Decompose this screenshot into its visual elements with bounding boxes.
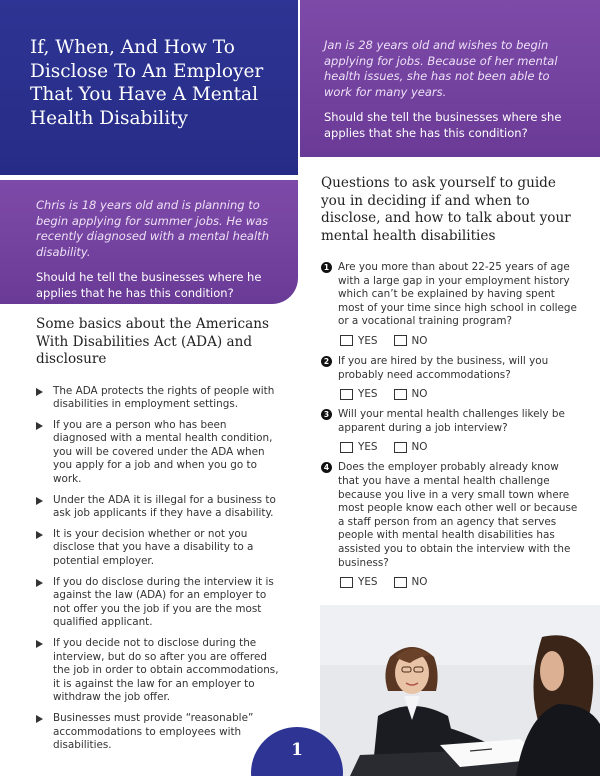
question-item xyxy=(321,461,583,588)
bullet-item xyxy=(36,419,281,487)
bullet-text: It is your decision whether or not you disclose that you have a disability to a potential employer. xyxy=(53,527,254,568)
bullet-item xyxy=(36,576,281,630)
question-number-badge: 2 xyxy=(321,356,332,367)
bullet-text: If you decide not to disclose during the interview, but do so after you are offered the job in order to obtain accommodations, it is against the law for an employer to withdraw the job offer. xyxy=(53,637,279,704)
ada-basics-heading: Some basics about the Americans With Disabilities Act (ADA) and disclosure xyxy=(36,316,269,367)
yes-checkbox[interactable] xyxy=(340,442,353,453)
question-item xyxy=(321,355,583,400)
arrow-bullet-icon xyxy=(36,422,43,430)
bullet-text: If you do disclose during the interview it is against the law (ADA) for an employer to not offer you the job if you are the most qualified applicant. xyxy=(53,575,274,629)
bullet-text: Under the ADA it is illegal for a business to ask job applicants if they have a disability. xyxy=(53,493,276,520)
no-option[interactable] xyxy=(394,441,428,453)
no-checkbox[interactable] xyxy=(394,335,407,346)
scenario-jan-panel xyxy=(300,0,600,157)
no-option[interactable] xyxy=(394,576,428,588)
yes-label: YES xyxy=(358,388,378,401)
bullet-item xyxy=(36,712,281,753)
ada-basics-list xyxy=(36,385,281,753)
yes-option[interactable] xyxy=(340,576,378,588)
answer-options xyxy=(340,335,583,347)
no-option[interactable] xyxy=(394,335,428,347)
page-title: If, When, And How To Disclose To An Employer That You Have A Mental Health Disability xyxy=(30,37,264,129)
bullet-item xyxy=(36,494,281,521)
scenario-chris-panel xyxy=(0,180,298,304)
self-questions-heading: Questions to ask yourself to guide you in deciding if and when to disclose, and how to talk about your mental health disabilities xyxy=(321,175,571,244)
yes-checkbox[interactable] xyxy=(340,335,353,346)
bullet-text: The ADA protects the rights of people with disabilities in employment settings. xyxy=(53,384,275,411)
question-number-badge: 3 xyxy=(321,409,332,420)
yes-label: YES xyxy=(358,441,378,454)
self-questions-section xyxy=(321,175,583,596)
scenario-jan-text: Jan is 28 years old and wishes to begin applying for jobs. Because of her mental health issues, she has not been able to work for many years. xyxy=(324,38,558,99)
yes-option[interactable] xyxy=(340,388,378,400)
answer-options xyxy=(340,441,583,453)
yes-option[interactable] xyxy=(340,335,378,347)
no-checkbox[interactable] xyxy=(394,577,407,588)
arrow-bullet-icon xyxy=(36,497,43,505)
arrow-bullet-icon xyxy=(36,579,43,587)
no-label: NO xyxy=(411,441,428,454)
no-label: NO xyxy=(411,334,428,347)
question-item xyxy=(321,261,583,347)
scenario-chris-question: Should he tell the businesses where he applies that he has this condition? xyxy=(36,270,262,300)
question-text: Does the employer probably already know that you have a mental health challenge because you live in a very small town where most people know each other well or because a staff person from an agency that serves people with mental health disabilities has assisted you to obtain the interview with the business? xyxy=(338,461,578,569)
ada-basics-section xyxy=(36,316,281,760)
bullet-item xyxy=(36,528,281,569)
question-text: Are you more than about 22-25 years of age with a large gap in your employment history which can’t be explained by having spent most of your time since high school in college or a vocational training program? xyxy=(338,261,577,328)
question-item xyxy=(321,408,583,453)
arrow-bullet-icon xyxy=(36,531,43,539)
bullet-item xyxy=(36,385,281,412)
scenario-jan-question: Should she tell the businesses where she applies that she has this condition? xyxy=(324,110,562,140)
answer-options xyxy=(340,576,583,588)
title-panel xyxy=(0,0,298,175)
no-label: NO xyxy=(411,576,428,589)
no-label: NO xyxy=(411,388,428,401)
scenario-chris-text: Chris is 18 years old and is planning to begin applying for summer jobs. He was recently diagnosed with a mental health disability. xyxy=(36,198,269,259)
question-number-badge: 4 xyxy=(321,462,332,473)
yes-checkbox[interactable] xyxy=(340,389,353,400)
no-checkbox[interactable] xyxy=(394,442,407,453)
yes-checkbox[interactable] xyxy=(340,577,353,588)
no-checkbox[interactable] xyxy=(394,389,407,400)
question-text: Will your mental health challenges likely be apparent during a job interview? xyxy=(338,408,565,434)
arrow-bullet-icon xyxy=(36,715,43,723)
answer-options xyxy=(340,388,583,400)
no-option[interactable] xyxy=(394,388,428,400)
bullet-item xyxy=(36,637,281,705)
question-text: If you are hired by the business, will you probably need accommodations? xyxy=(338,354,549,381)
question-number-badge: 1 xyxy=(321,262,332,273)
bullet-text: Businesses must provide “reasonable” accommodations to employees with disabilities. xyxy=(53,711,254,752)
yes-option[interactable] xyxy=(340,441,378,453)
yes-label: YES xyxy=(358,334,378,347)
arrow-bullet-icon xyxy=(36,640,43,648)
page-number: 1 xyxy=(291,740,303,760)
interview-illustration xyxy=(320,605,600,776)
interview-photo xyxy=(320,605,600,776)
yes-label: YES xyxy=(358,576,378,589)
bullet-text: If you are a person who has been diagnosed with a mental health condition, you will be covered under the ADA when you apply for a job and when you go to work. xyxy=(53,418,273,486)
arrow-bullet-icon xyxy=(36,388,43,396)
